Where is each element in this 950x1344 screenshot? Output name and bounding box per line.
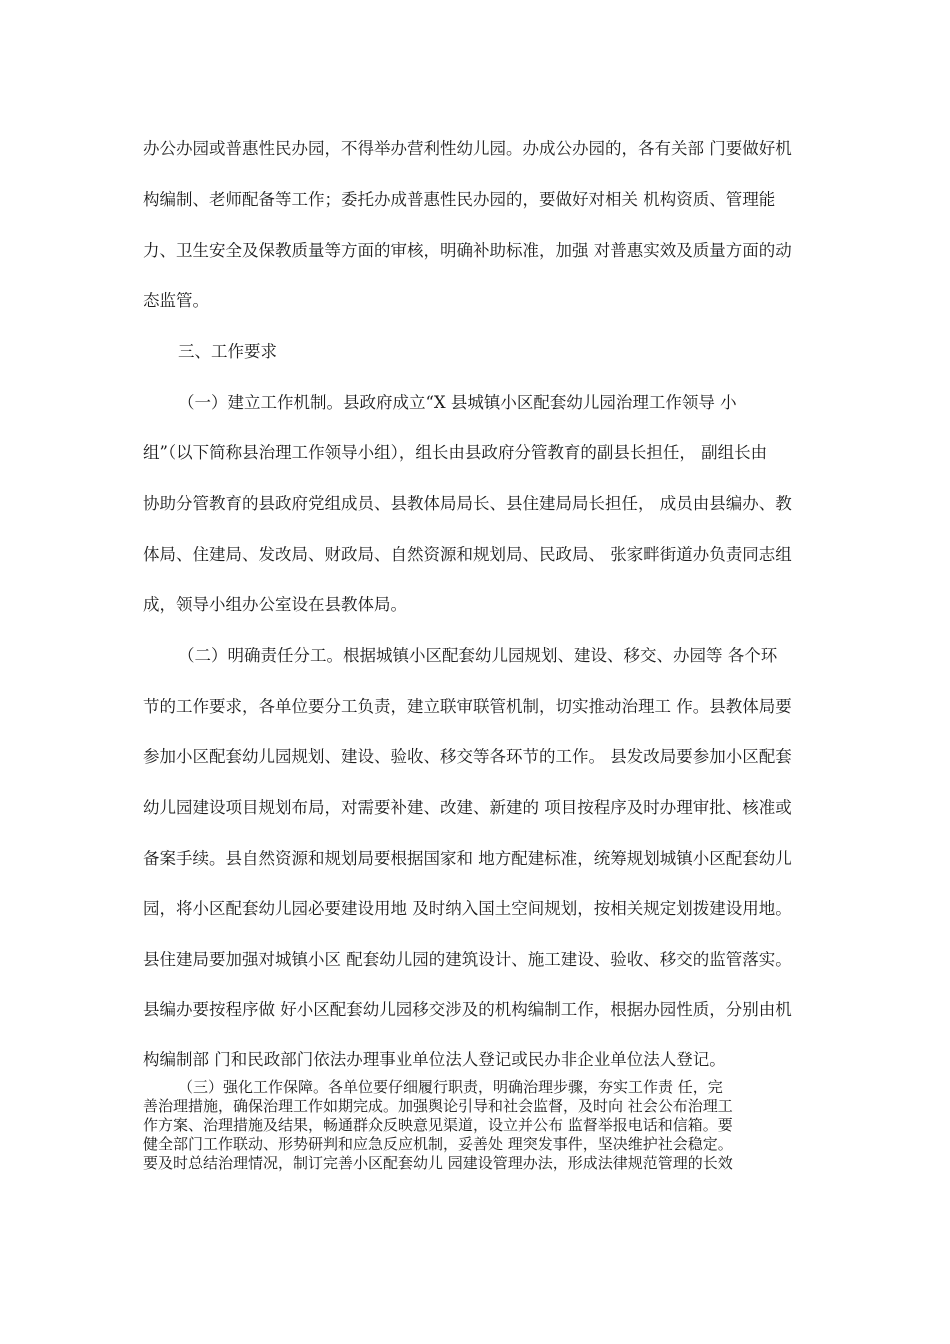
text-line: 参加小区配套幼儿园规划、建设、验收、移交等各环节的工作。 县发改局要参加小区配套 [143, 747, 792, 766]
text-line: 力、卫生安全及保教质量等方面的审核，明确补助标准，加强 对普惠实效及质量方面的动 [143, 241, 792, 260]
text-line: 善治理措施，确保治理工作如期完成。加强舆论引导和社会监督，及时向 社会公布治理工 [143, 1098, 733, 1115]
text-line: 要及时总结治理情况，制订完善小区配套幼儿 园建设管理办法，形成法律规范管理的长效 [143, 1155, 733, 1172]
text-line: 县住建局要加强对城镇小区 配套幼儿园的建筑设计、施工建设、验收、移交的监管落实。 [143, 950, 792, 969]
text-line: 体局、住建局、发改局、财政局、自然资源和规划局、民政局、 张家畔街道办负责同志组 [143, 545, 792, 564]
text-line: 作方案、治理措施及结果，畅通群众反映意见渠道，设立并公布 监督举报电话和信箱。要 [143, 1117, 733, 1134]
text-line: 构编制、老师配备等工作；委托办成普惠性民办园的，要做好对相关 机构资质、管理能 [143, 190, 776, 209]
text-line: 幼儿园建设项目规划布局，对需要补建、改建、新建的 项目按程序及时办理审批、核准或 [143, 798, 792, 817]
text-line: 构编制部 门和民政部门依法办理事业单位法人登记或民办非企业单位法人登记。 [143, 1050, 726, 1069]
text-line: 园，将小区配套幼儿园必要建设用地 及时纳入国土空间规划，按相关规定划拨建设用地。 [143, 899, 792, 918]
text-line: （三）强化工作保障。各单位要仔细履行职责，明确治理步骤，夯实工作责 任，完 [178, 1079, 723, 1096]
text-line: 成，领导小组办公室设在县教体局。 [143, 595, 407, 614]
text-line: 备案手续。县自然资源和规划局要根据国家和 地方配建标准，统筹规划城镇小区配套幼儿 [143, 849, 792, 868]
text-line: （一）建立工作机制。县政府成立“X 县城镇小区配套幼儿园治理工作领导 小 [178, 393, 737, 412]
text-line: 组”（以下简称县治理工作领导小组），组长由县政府分管教育的副县长担任， 副组长由 [143, 443, 768, 462]
text-line: 节的工作要求，各单位要分工负责，建立联审联管机制，切实推动治理工 作。县教体局要 [143, 697, 792, 716]
text-line: 协助分管教育的县政府党组成员、县教体局局长、县住建局局长担任， 成员由县编办、教 [143, 494, 792, 513]
text-line: 健全部门工作联动、形势研判和应急反应机制，妥善处 理突发事件，坚决维护社会稳定。 [143, 1136, 733, 1153]
text-line: （二）明确责任分工。根据城镇小区配套幼儿园规划、建设、移交、办园等 各个环 [178, 646, 778, 665]
text-line: 县编办要按程序做 好小区配套幼儿园移交涉及的机构编制工作，根据办园性质，分别由机 [143, 1000, 792, 1019]
text-line: 办公办园或普惠性民办园，不得举办营利性幼儿园。办成公办园的，各有关部 门要做好机 [143, 139, 792, 158]
text-line: 态监管。 [143, 291, 209, 310]
section-heading: 三、工作要求 [178, 342, 277, 361]
